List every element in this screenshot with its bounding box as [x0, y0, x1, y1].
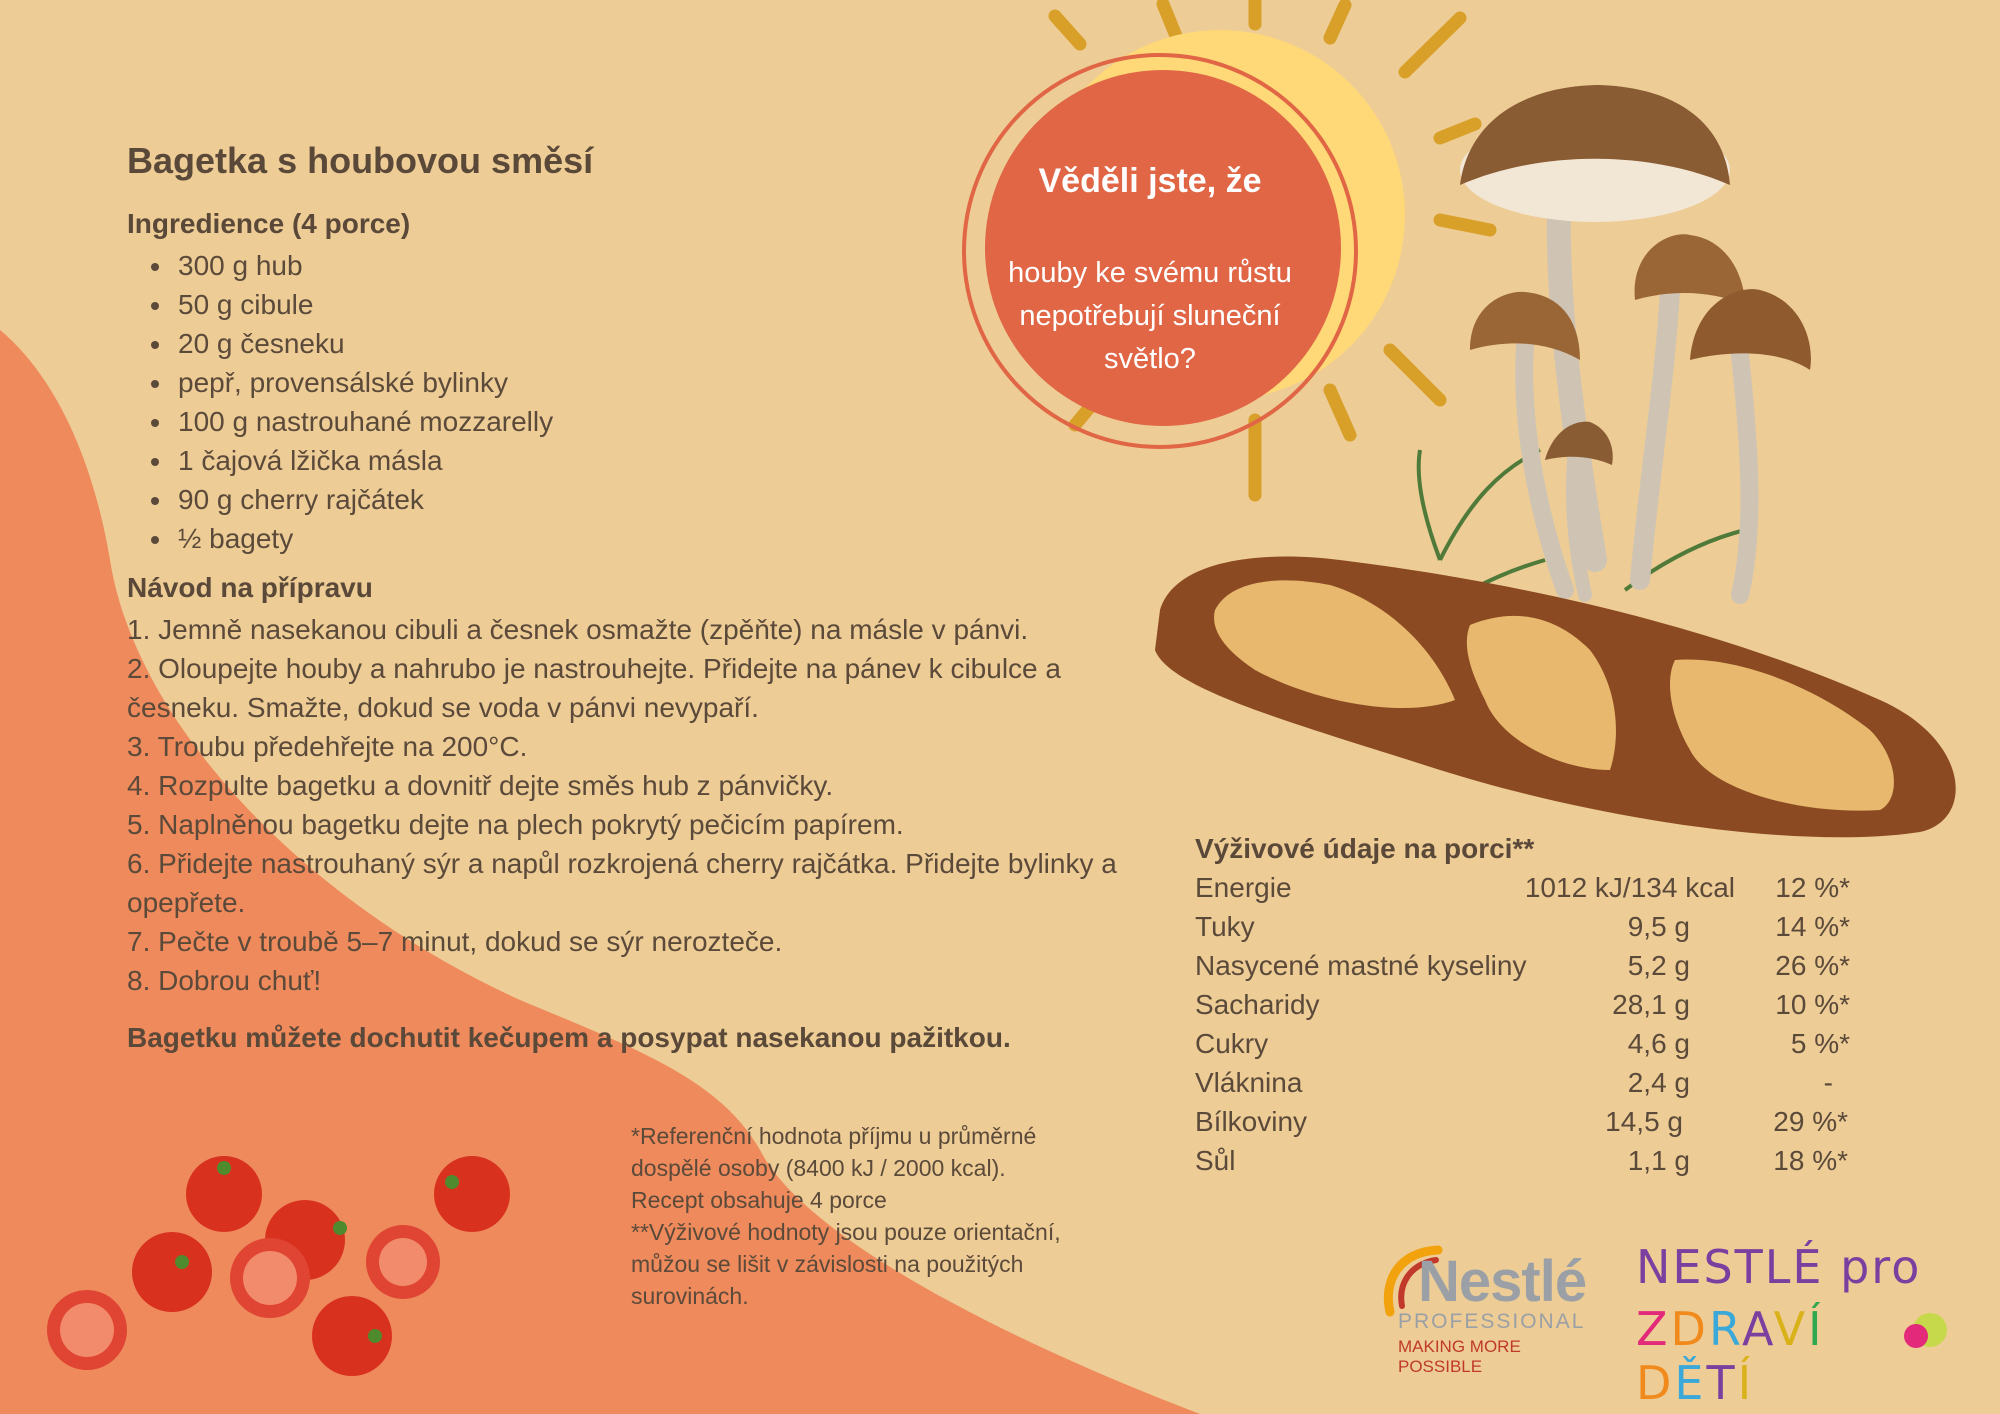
nutrient-amount: 4,6 g	[1627, 1028, 1690, 1059]
instruction-step: 5. Naplněnou bagetku dejte na plech pokrytý pečicím papírem.	[127, 809, 904, 840]
nutrient-percent: -	[1823, 1067, 1833, 1098]
nestle-pro-zdravi-deti-logo	[1636, 1240, 1956, 1410]
nutrient-amount: 14,5 g	[1605, 1106, 1683, 1137]
program-logo-line1: NESTLÉ pro	[1636, 1240, 1922, 1294]
instructions-list	[127, 610, 1117, 1000]
nutrient-label: Energie	[1195, 872, 1292, 903]
nutrient-amount: 28,1 g	[1612, 989, 1690, 1020]
fact-bubble-title: Věděli jste, že	[1038, 162, 1262, 200]
nutrition-row	[1195, 872, 1850, 911]
nutrient-amount: 9,5 g	[1627, 911, 1690, 942]
nutrition-table	[1195, 872, 1850, 1184]
program-logo-line2: ZDRAVÍ DĚTÍ	[1636, 1302, 1825, 1410]
nutrition-heading: Výživové údaje na porci**	[1195, 833, 1535, 864]
nutrient-percent: 14 %*	[1775, 911, 1850, 942]
instruction-step: 3. Troubu předehřejte na 200°C.	[127, 731, 528, 762]
nutrient-label: Tuky	[1195, 911, 1255, 942]
nutrition-row	[1195, 1067, 1845, 1106]
recipe-title: Bagetka s houbovou směsí	[127, 140, 594, 181]
nutrient-label: Bílkoviny	[1195, 1106, 1308, 1137]
serving-tip: Bagetku můžete dochutit kečupem a posypat nasekanou pažitkou.	[127, 1022, 1011, 1053]
nutrition-row	[1195, 950, 1850, 989]
ingredient-item: • pepř, provensálské bylinky	[174, 363, 553, 402]
instruction-step: 8. Dobrou chuť!	[127, 965, 322, 996]
nutrient-percent: 29 %*	[1773, 1106, 1848, 1137]
ingredient-item: • 50 g cibule	[174, 285, 553, 324]
ingredients-heading: Ingredience (4 porce)	[127, 208, 411, 239]
instruction-step: 4. Rozpulte bagetku a dovnitř dejte směs hub z pánvičky.	[127, 770, 834, 801]
nutrition-row	[1195, 1028, 1850, 1067]
instruction-step: 7. Pečte v troubě 5–7 minut, dokud se sýr nerozteče.	[127, 926, 783, 957]
nutrient-label: Cukry	[1195, 1028, 1269, 1059]
ingredient-item: • 300 g hub	[174, 246, 553, 285]
nutrient-percent: 12 %*	[1775, 872, 1850, 903]
nutrition-row	[1195, 911, 1850, 950]
nutrient-amount: 1,1 g	[1627, 1145, 1690, 1176]
nutrient-amount: 2,4 g	[1627, 1067, 1690, 1098]
nestle-wordmark: Nestlé	[1418, 1249, 1587, 1314]
ingredient-item: • ½ bagety	[174, 519, 553, 558]
nutrient-label: Sůl	[1195, 1145, 1236, 1176]
nestle-professional-text: PROFESSIONAL	[1398, 1310, 1586, 1333]
nestle-tagline: MAKING MORE POSSIBLE	[1398, 1337, 1521, 1376]
nutrient-percent: 18 %*	[1773, 1145, 1848, 1176]
nutrient-percent: 5 %*	[1790, 1028, 1850, 1059]
nutrition-row	[1195, 989, 1850, 1028]
nutrient-label: Sacharidy	[1195, 989, 1320, 1020]
ingredient-item: • 20 g česneku	[174, 324, 553, 363]
ingredients-list	[150, 246, 553, 558]
nutrient-label: Vláknina	[1195, 1067, 1303, 1098]
nestle-professional-logo	[1378, 1240, 1603, 1376]
nutrition-row	[1195, 1145, 1848, 1184]
nutrient-amount: 5,2 g	[1627, 950, 1690, 981]
ingredient-item: • 90 g cherry rajčátek	[174, 480, 553, 519]
instruction-step: 6. Přidejte nastrouhaný sýr a napůl rozkrojená cherry rajčátka. Přidejte bylinky a opepřete.	[127, 848, 1117, 918]
nutrient-percent: 10 %*	[1775, 989, 1850, 1020]
instruction-step: 2. Oloupejte houby a nahrubo je nastrouhejte. Přidejte na pánev k cibulce a česneku. Smažte, dokud se voda v pánvi nevypaří.	[127, 653, 1061, 723]
footnote-reference: *Referenční hodnota příjmu u průměrné dospělé osoby (8400 kJ / 2000 kcal).	[631, 1123, 1037, 1181]
ingredient-item: • 100 g nastrouhané mozzarelly	[174, 402, 553, 441]
footnote-servings: Recept obsahuje 4 porce	[631, 1187, 887, 1213]
nutrient-amount: 1012 kJ/134 kcal	[1524, 872, 1735, 903]
mushroom-icon	[1460, 85, 1811, 595]
instruction-step: 1. Jemně nasekanou cibuli a česnek osmažte (zpěňte) na másle v pánvi.	[127, 614, 1029, 645]
footnote	[631, 1120, 1101, 1312]
fact-bubble-text: houby ke svému růstu nepotřebují sluneční světlo?	[1008, 257, 1292, 375]
nutrition-row	[1195, 1106, 1848, 1145]
nutrient-percent: 26 %*	[1775, 950, 1850, 981]
ingredient-item: • 1 čajová lžička másla	[174, 441, 553, 480]
baguette-icon	[1155, 557, 1956, 838]
instructions-heading: Návod na přípravu	[127, 572, 373, 603]
footnote-disclaimer: **Výživové hodnoty jsou pouze orientační, můžou se lišit v závislosti na použitých surovinách.	[631, 1219, 1061, 1309]
nutrient-label: Nasycené mastné kyseliny	[1195, 950, 1527, 981]
